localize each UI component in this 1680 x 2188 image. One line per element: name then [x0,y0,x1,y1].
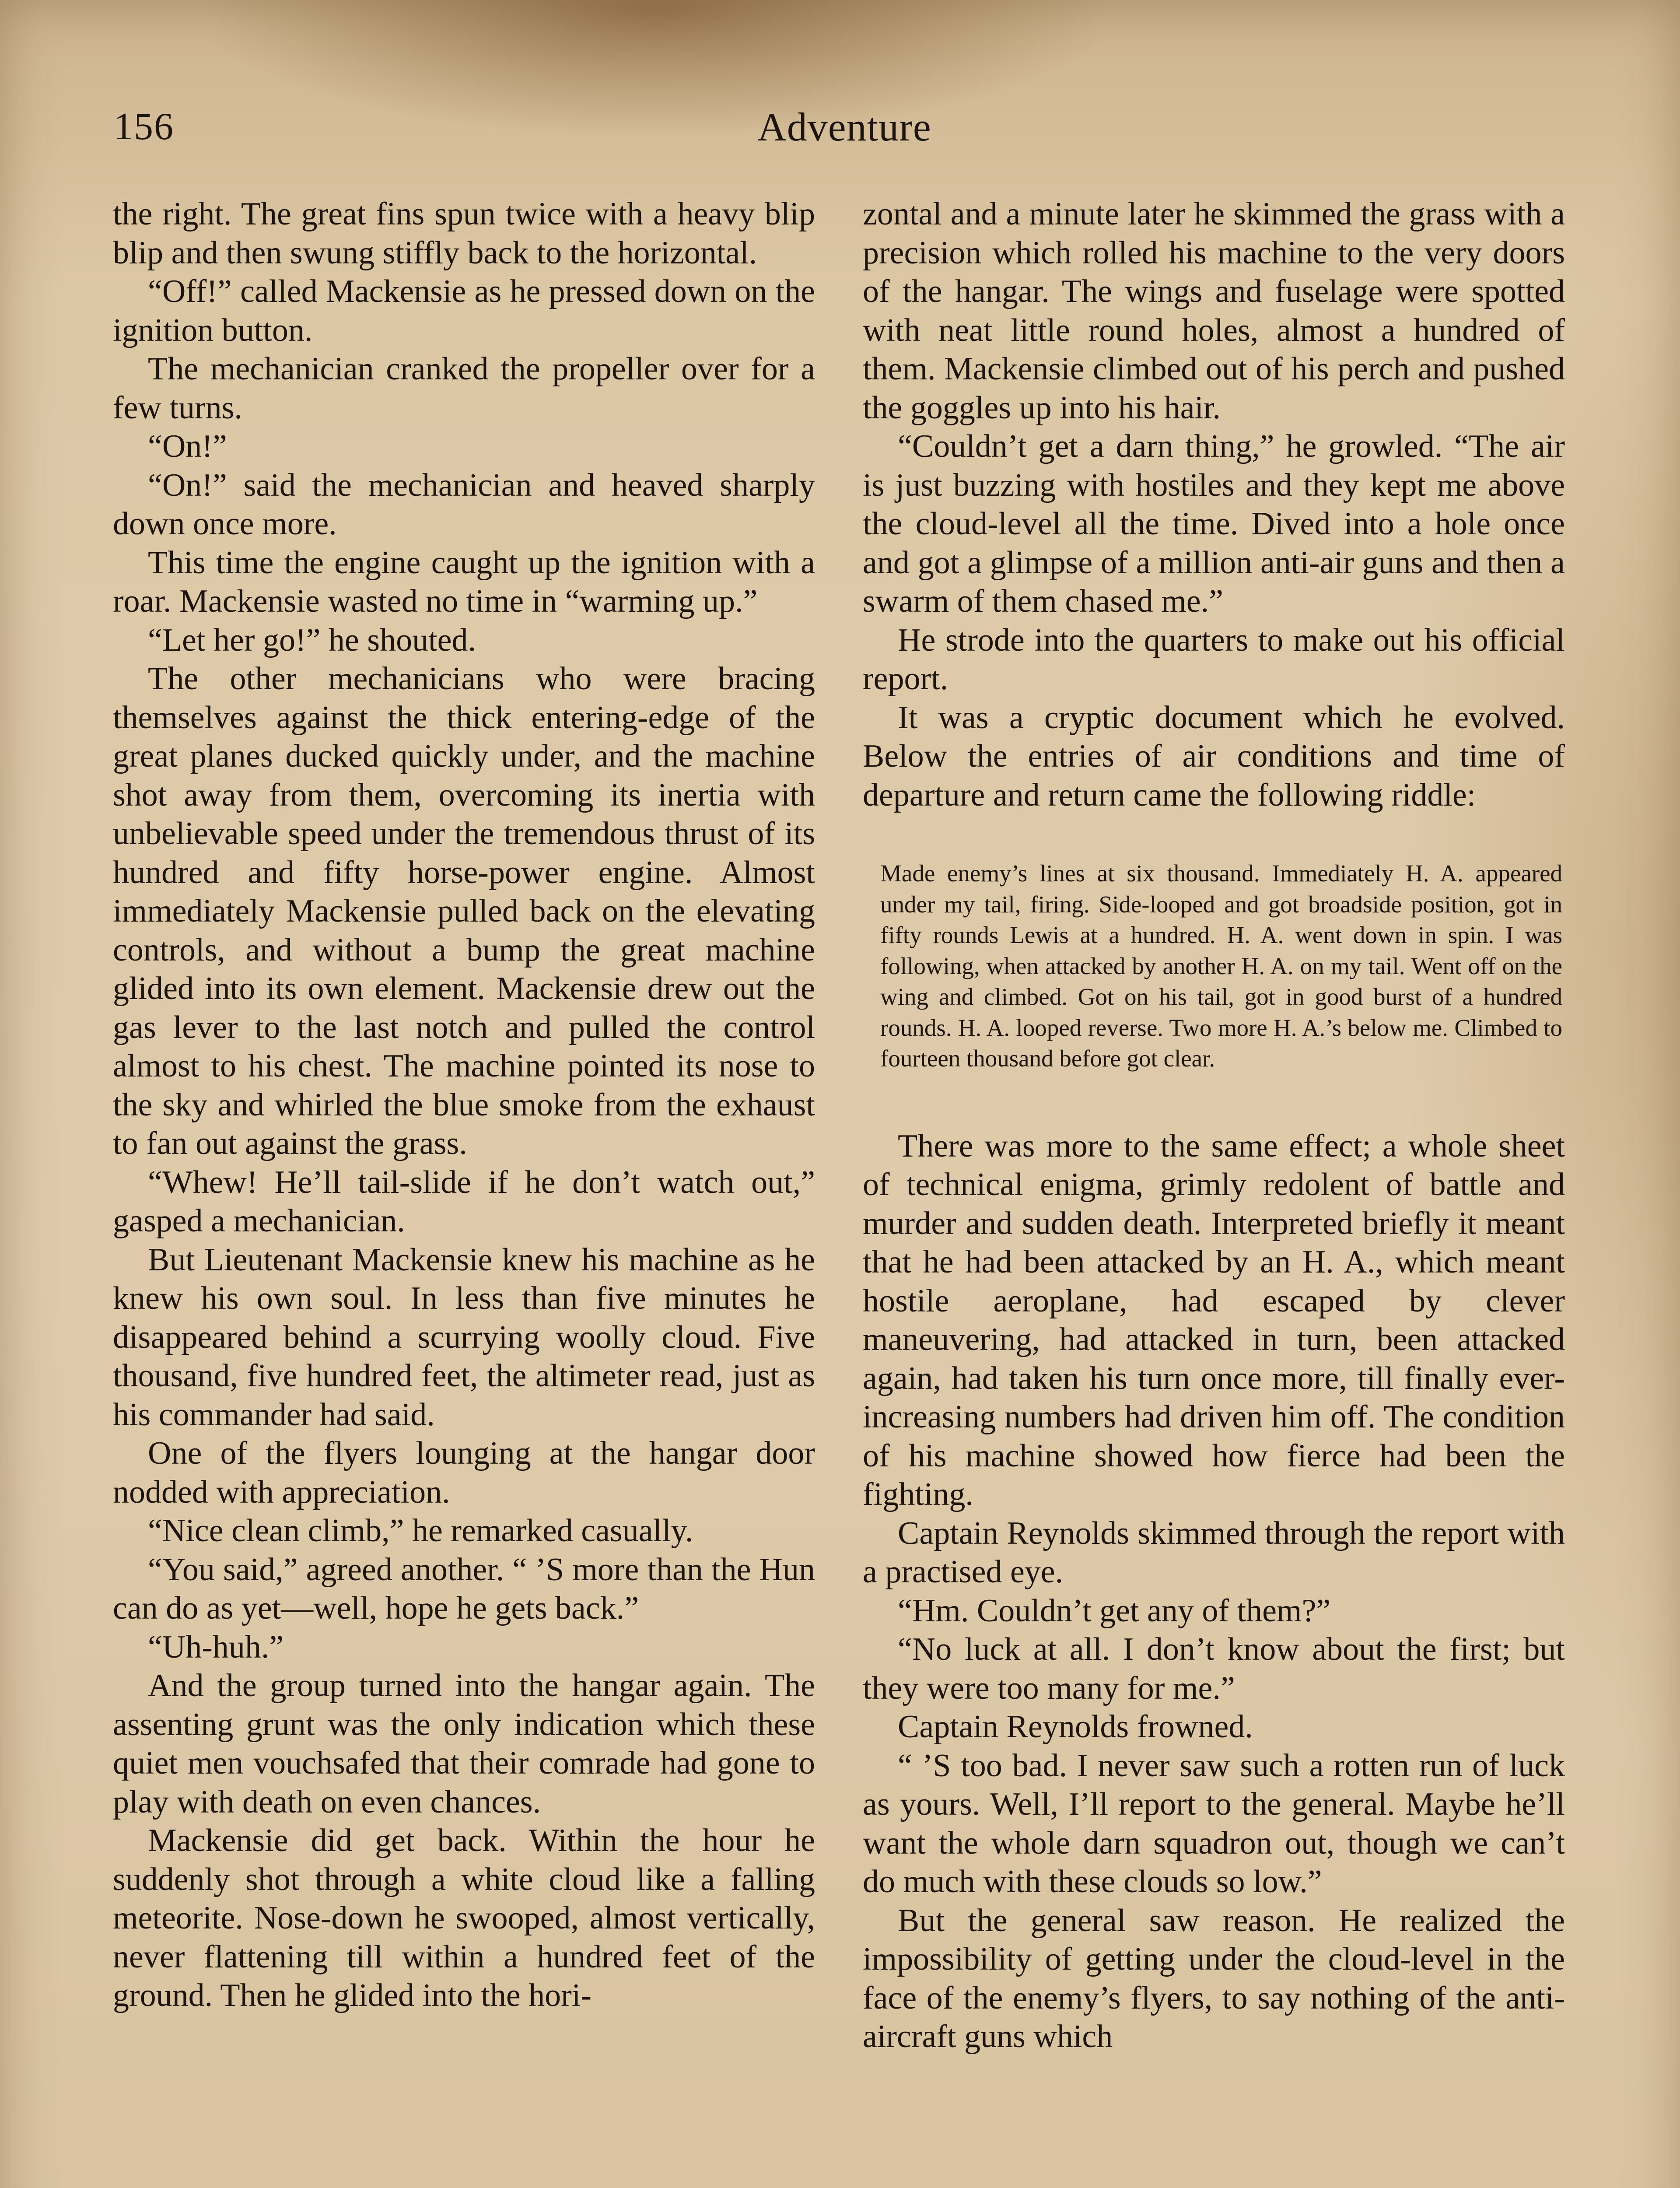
paragraph: It was a cryptic document which he evolved. Below the entries of air conditions and time of departure and return came the following riddle: [863,699,1565,813]
paragraph: Mackensie did get back. Within the hour he suddenly shot through a white cloud like a falling meteorite. Nose-down he swooped, almost vertically, never flattening till within a hundred feet of the ground. Then he glided into the hori- [113,1823,815,2013]
paragraph: But the general saw reason. He realized the impossibility of getting under the cloud-level in the face of the enemy’s flyers, to say nothing of the anti-aircraft guns which [863,1902,1565,2055]
paragraph: But Lieutenant Mackensie knew his machine as he knew his own soul. In less than five minutes he disappeared behind a scurrying woolly cloud. Five thousand, five hundred feet, the altimeter read, just as his commander had said. [113,1241,815,1433]
paragraph: “Off!” called Mackensie as he pressed down on the ignition button. [113,274,815,348]
paragraph: “Hm. Couldn’t get any of them?” [898,1592,1331,1629]
page-number: 156 [114,105,174,148]
paragraph: “On!” said the mechanician and heaved sharply down once more. [113,467,815,542]
paragraph: “Let her go!” he shouted. [148,622,476,658]
paragraph: “ ’S too bad. I never saw such a rotten run of luck as yours. Well, I’ll report to the general. Maybe he’ll want the whole darn squadron out, though we can’t do much with these clouds so low.” [863,1747,1565,1900]
paragraph: The other mechanicians who were bracing themselves against the thick entering-edge of the great planes ducked quickly under, and the machine shot away from them, overcoming its inertia with unbelievable speed under the tremendous thrust of its hundred and fifty horse-power engine. Almost immediately Mackensie pulled back on the elevating controls, and without a bump the great machine glided into its own element. Mackensie drew out the gas lever to the last notch and pulled the control almost to his chest. The machine pointed its nose to the sky and whirled the blue smoke from the exhaust to fan out against the grass. [113,661,815,1161]
paragraph: the right. The great fins spun twice with a heavy blip blip and then swung stiffly back to the horizontal. [113,196,815,271]
paragraph: The mechanician cranked the propeller over for a few turns. [113,351,815,426]
paragraph: “On!” [148,428,227,464]
paragraph: “Nice clean climb,” he remarked casually. [148,1513,693,1549]
paragraph: One of the flyers lounging at the hangar door nodded with appreciation. [113,1435,815,1510]
running-head [114,101,1575,158]
paragraph: Captain Reynolds frowned. [898,1709,1253,1745]
paragraph: “Couldn’t get a darn thing,” he growled. “The air is just buzzing with hostiles and they kept me above the cloud-level all the time. Dived into a hole once and got a glimpse of a million anti-air guns and then a swarm of them chased me.” [863,428,1565,619]
paragraph: And the group turned into the hangar again. The assenting grunt was the only indication which these quiet men vouchsafed that their comrade had gone to play with death on even chances. [113,1668,815,1820]
paragraph: “Whew! He’ll tail-slide if he don’t watch out,” gasped a mechanician. [113,1164,815,1239]
paragraph: zontal and a minute later he skimmed the grass with a precision which rolled his machine to the very doors of the hangar. The wings and fuselage were spotted with neat little round holes, almost a hundred of them. Mackensie climbed out of his perch and pushed the goggles up into his hair. [863,196,1565,426]
paragraph: There was more to the same effect; a whole sheet of technical enigma, grimly redolent of battle and murder and sudden death. Interpreted briefly it meant that he had been attacked by an H. A., which meant hostile aeroplane, had escaped by clever maneuvering, had attacked in turn, been attacked again, had taken his turn once more, till finally ever-increasing numbers had driven him off. The condition of his machine showed how fierce had been the fighting. [863,1128,1565,1512]
report-excerpt: Made enemy’s lines at six thousand. Immediately H. A. appeared under my tail, firing. Side-looped and got broadside position, got in fifty rounds Lewis at a hundred. H. A. went down in spin. I was following, when attacked by another H. A. on my tail. Went off on the wing and climbed. Got on his tail, got in good burst of a hundred rounds. H. A. looped reverse. Two more H. A.’s below me. Climbed to fourteen thousand before got clear. [880,860,1562,1072]
paragraph: He strode into the quarters to make out his official report. [863,622,1565,697]
left-column [113,195,815,2188]
paragraph: “Uh-huh.” [148,1629,284,1665]
paragraph: “You said,” agreed another. “ ’S more than the Hun can do as yet—well, hope he gets back.” [113,1551,815,1626]
right-column [863,195,1565,2188]
paragraph: “No luck at all. I don’t know about the first; but they were too many for me.” [863,1631,1565,1706]
paragraph: This time the engine caught up the ignition with a roar. Mackensie wasted no time in “warming up.” [113,544,815,619]
magazine-title: Adventure [757,105,931,149]
paragraph: Captain Reynolds skimmed through the report with a practised eye. [863,1515,1565,1590]
